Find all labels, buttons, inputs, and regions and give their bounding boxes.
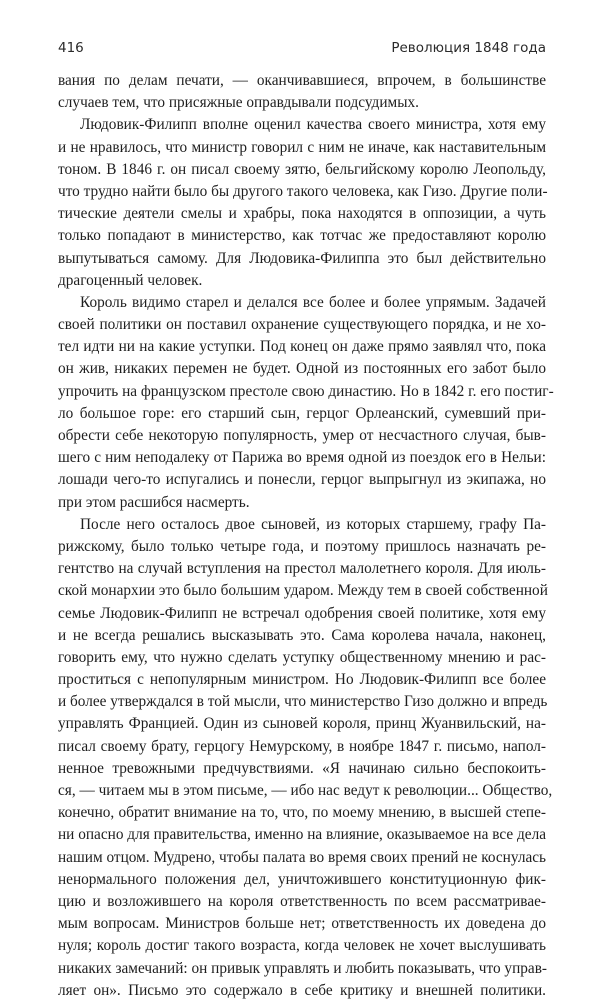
text-line: писал своему брату, герцогу Немурскому, в ноябре 1847 г. письмо, напол- — [58, 737, 546, 755]
text-line: и не всегда решались высказывать это. Сама королева начала, наконец, — [58, 626, 546, 644]
text-line: проститься с непопулярным министром. Но Людовик-Филипп все более — [58, 671, 546, 689]
text-line: он жив, никаких перемен не будет. Одной из постоянных его забот было — [58, 360, 546, 378]
text-line: и более утверждался в той мысли, что министерство Гизо должно и впредь — [58, 693, 548, 711]
text-line: говорить ему, что нужно сделать уступку общественному мнению и рас- — [58, 648, 546, 666]
text-line: ло большое горе: его старший сын, герцог Орлеанский, сумевший при- — [58, 404, 546, 422]
page-number: 416 — [58, 40, 84, 56]
text-line: только попадают в министерство, как тотчас же предоставляют королю — [58, 227, 546, 245]
text-line: тоном. В 1846 г. он писал своему зятю, бельгийскому королю Леопольду, — [58, 160, 546, 178]
text-line: драгоценный человек. — [58, 271, 203, 289]
paragraph — [58, 514, 553, 1002]
text-line: цию и возложившего на короля ответственность по всем рассматривае- — [58, 892, 546, 910]
text-line: упрочить на французском престоле свою династию. Но в 1842 г. его постиг- — [58, 382, 554, 400]
text-line: обрести себе некоторую популярность, умер от несчастного случая, быв- — [58, 427, 546, 444]
paragraph — [58, 114, 546, 292]
text-line: лошади чего-то испугались и понесли, герцог выпрыгнул из экипажа, но — [58, 471, 546, 489]
text-line: рижскому, было только четыре года, и поэтому пришлось назначать ре- — [58, 537, 546, 555]
text-line: никаких замечаний: он привык управлять и любить показывать, что управ- — [58, 959, 548, 977]
text-line: конечно, обратит внимание на то, что, по моему мнению, в высшей степе- — [58, 804, 546, 822]
text-line: нашим отцом. Мудрено, чтобы палата во время своих прений не коснулась — [58, 848, 547, 866]
text-line: своей политики он поставил охранение существующего порядка, и не хо- — [58, 316, 546, 334]
paragraph — [58, 70, 546, 114]
text-line: управлять Францией. Один из сыновей короля, принц Жуанвильский, на- — [58, 715, 546, 733]
text-line: что трудно найти было бы другого такого человека, как Гизо. Другие поли- — [58, 182, 548, 200]
text-line: ни опасно для правительства, именно на влияние, оказываемое на все дела — [58, 826, 546, 844]
text-line: выпутываться самому. Для Людовика-Филиппа это был действительно — [58, 249, 546, 267]
text-line: случаев тем, что присяжные оправдывали подсудимых. — [58, 94, 419, 112]
text-line: нуля; король достиг такого возраста, когда человек не хочет выслушивать — [58, 937, 546, 955]
text-line: Людовик-Филипп вполне оценил качества своего министра, хотя ему — [80, 116, 546, 134]
text-line: вания по делам печати, — оканчивавшиеся, впрочем, в большинстве — [58, 72, 546, 89]
text-line: ненное тревожными предчувствиями. «Я начинаю сильно беспокоить- — [58, 759, 546, 777]
text-line: ненормального положения дел, уничтожившего конституционную фик- — [58, 870, 546, 888]
text-line: гентство на случай вступления на престол малолетнего короля. Для июль- — [58, 560, 546, 578]
text-line: ской монархии это было большим ударом. Между тем в своей собственной — [58, 582, 548, 600]
paragraph — [58, 292, 554, 514]
text-line: мым вопросам. Министров больше нет; ответственность их доведена до — [58, 915, 546, 933]
text-line: Король видимо старел и делался все более и более упрямым. Задачей — [80, 293, 546, 311]
text-line: и не нравилось, что министр говорил с ним не иначе, как наставительным — [58, 138, 546, 156]
body-text — [58, 70, 554, 1002]
text-line: тические деятели смелы и храбры, пока находятся в оппозиции, а чуть — [58, 205, 546, 223]
text-line: семье Людовик-Филипп не встречал одобрения своей политике, хотя ему — [58, 604, 546, 622]
text-line: тел идти ни на какие уступки. Под конец он даже прямо заявлял что, пока — [58, 338, 546, 356]
text-line: при этом расшибся насмерть. — [58, 493, 250, 511]
text-line: ляет он». Письмо это содержало в себе критику и внешней политики. — [58, 981, 546, 999]
text-line: После него осталось двое сыновей, из которых старшему, графу Па- — [80, 515, 546, 533]
running-title: Революция 1848 года — [391, 40, 546, 56]
text-line: шего с ним неподалеку от Парижа во время одной из поездок его в Нельи: — [58, 449, 546, 467]
running-header — [58, 40, 546, 60]
book-page — [58, 40, 554, 1002]
text-line: ся, — читаем мы в этом письме, — ибо нас ведут к революции... Общество, — [58, 782, 553, 799]
